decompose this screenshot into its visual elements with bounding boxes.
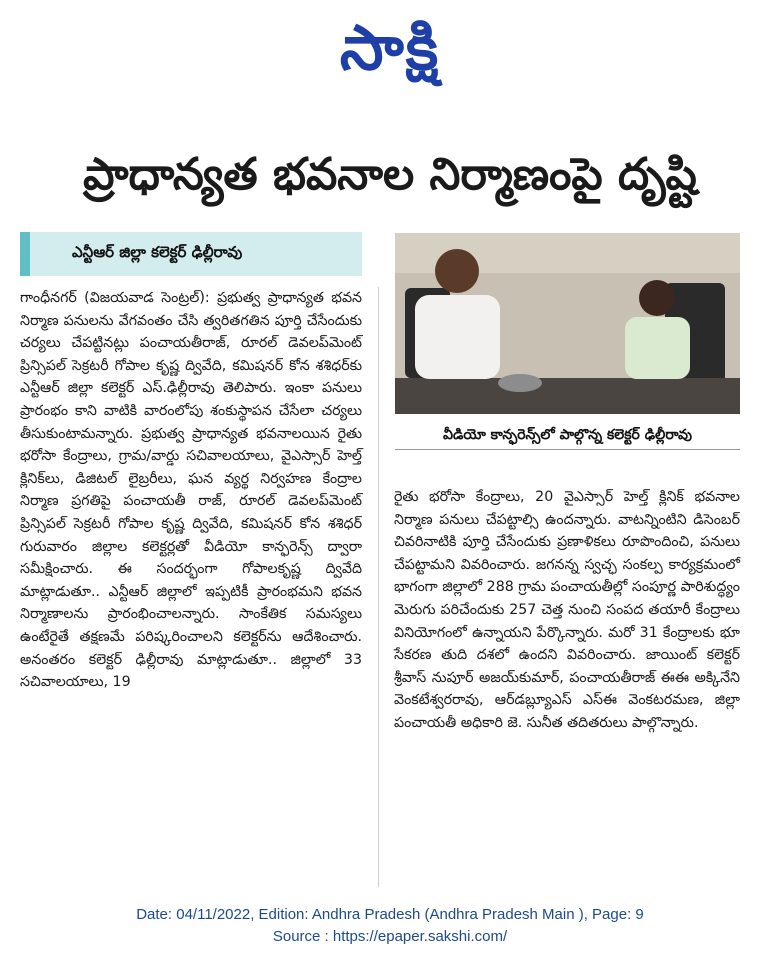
photo-caption: వీడియో కాన్ఫరెన్స్‌లో పాల్గొన్న కలెక్టర్ ఢిల్లీరావు [395, 424, 740, 450]
article-body-left-column: గాంధీనగర్ (విజయవాడ సెంట్రల్): ప్రభుత్వ ప్రాధాన్యత భవన నిర్మాణ పనులను వేగవంతం చేసి త్వరితగతిన పూర్తి చేసేందుకు చర్యలు చేపట్టినట్లు పంచాయతీరాజ్, రూరల్ డెవలప్‌మెంట్ ప్రిన్సిపల్ సెక్రటరీ గోపాల కృష్ణ ద్వివేది, కమిషనర్ కోన శశిధర్‌కు ఎన్టీఆర్ జిల్లా కలెక్టర్ ఎస్.ఢిల్లీరావు తెలిపారు. ఇంకా పనులు ప్రారంభం కాని వాటికి వారంలోపు శంకుస్థాపన చేసేలా చర్యలు తీసుకుంటామన్నారు. ప్రభుత్వ ప్రాధాన్యత భవనాలయిన రైతు భరోసా కేంద్రాలు, గ్రామ/వార్డు సచివాలయాలు, వైఎస్సార్ హెల్త్ క్లినిక్‌లు, డిజిటల్ లైబ్రరీలు, ఘన వ్యర్థ నిర్వహణ కేంద్రాల నిర్మాణ ప్రగతిపై పంచాయతీ రాజ్, రూరల్ డెవలప్‌మెంట్ ప్రిన్సిపల్ సెక్రటరీ గోపాల కృష్ణ ద్వివేది, కమిషనర్ కోన శశిధర్ గురువారం జిల్లాల కలెక్టర్లతో వీడియో కాన్ఫరెన్స్ ద్వారా సమీక్షించారు. ఈ సందర్భంగా గోపాలకృష్ణ ద్వివేది మాట్లాడుతూ.. ఎన్టీఆర్ జిల్లాలో ఇప్పటికీ ప్రారంభమని భవన నిర్మాణాలను ప్రారంభించాలన్నారు. సాంకేతిక సమస్యలు ఉంటేరైతే తక్షణమే పరిష్కరించాలని కలెక్టర్‌ను ఆదేశించారు. అనంతరం కలెక్టర్ ఢిల్లీరావు మాట్లాడుతూ.. జిల్లాలో 33 సచివాలయాలు, 19 [20, 290, 362, 691]
logo-text: సాక్షి [339, 10, 441, 84]
newspaper-logo [0, 12, 780, 97]
column-divider [378, 287, 379, 887]
source-link[interactable]: Source : https://epaper.sakshi.com/ [272, 928, 508, 945]
article-photo [395, 233, 740, 414]
article-headline: ప్రాధాన్యత భవనాల నిర్మాణంపై దృష్టి [83, 149, 697, 200]
edition-info: Date: 04/11/2022, Edition: Andhra Pradesh (Andhra Pradesh Main ), Page: 9 [136, 906, 644, 923]
article-subhead: ఎన్టీఆర్ జిల్లా కలెక్టర్ ఢిల్లీరావు [20, 232, 362, 276]
page-footer [0, 905, 780, 949]
article-body-right-column: రైతు భరోసా కేంద్రాలు, 20 వైఎస్సార్ హెల్త్ క్లినిక్ భవనాల నిర్మాణ పనులు చేపట్టాల్సి ఉందన్నారు. వాటన్నింటిని డిసెంబర్ చివరినాటికి పూర్తి చేసేందుకు ప్రణాళికలు రూపొందించి, పనులు చేపట్టామని వివరించారు. జగనన్న స్వచ్ఛ సంకల్ప కార్యక్రమంలో భాగంగా జిల్లాలో 288 గ్రామ పంచాయతీల్లో సంపూర్ణ పారిశుద్ధ్యం మెరుగు పరిచేందుకు 257 చెత్త నుంచి సంపద తయారీ కేంద్రాలు వినియోగంలో ఉన్నాయని పేర్కొన్నారు. మరో 31 కేంద్రాలకు భూ సేకరణ తుది దశలో ఉందని వివరించారు. జాయింట్ కలెక్టర్ శ్రీవాస్ నుపూర్ అజయ్‌కుమార్, పంచాయతీరాజ్ ఈఈ అక్కినేని వెంకటేశ్వరరావు, ఆర్‌డబ్ల్యూఎస్ ఎస్ఈ వెంకటరమణ, జిల్లా పంచాయతీ అధికారి జె. సునీత తదితరులు పాల్గొన్నారు. [394, 489, 740, 731]
